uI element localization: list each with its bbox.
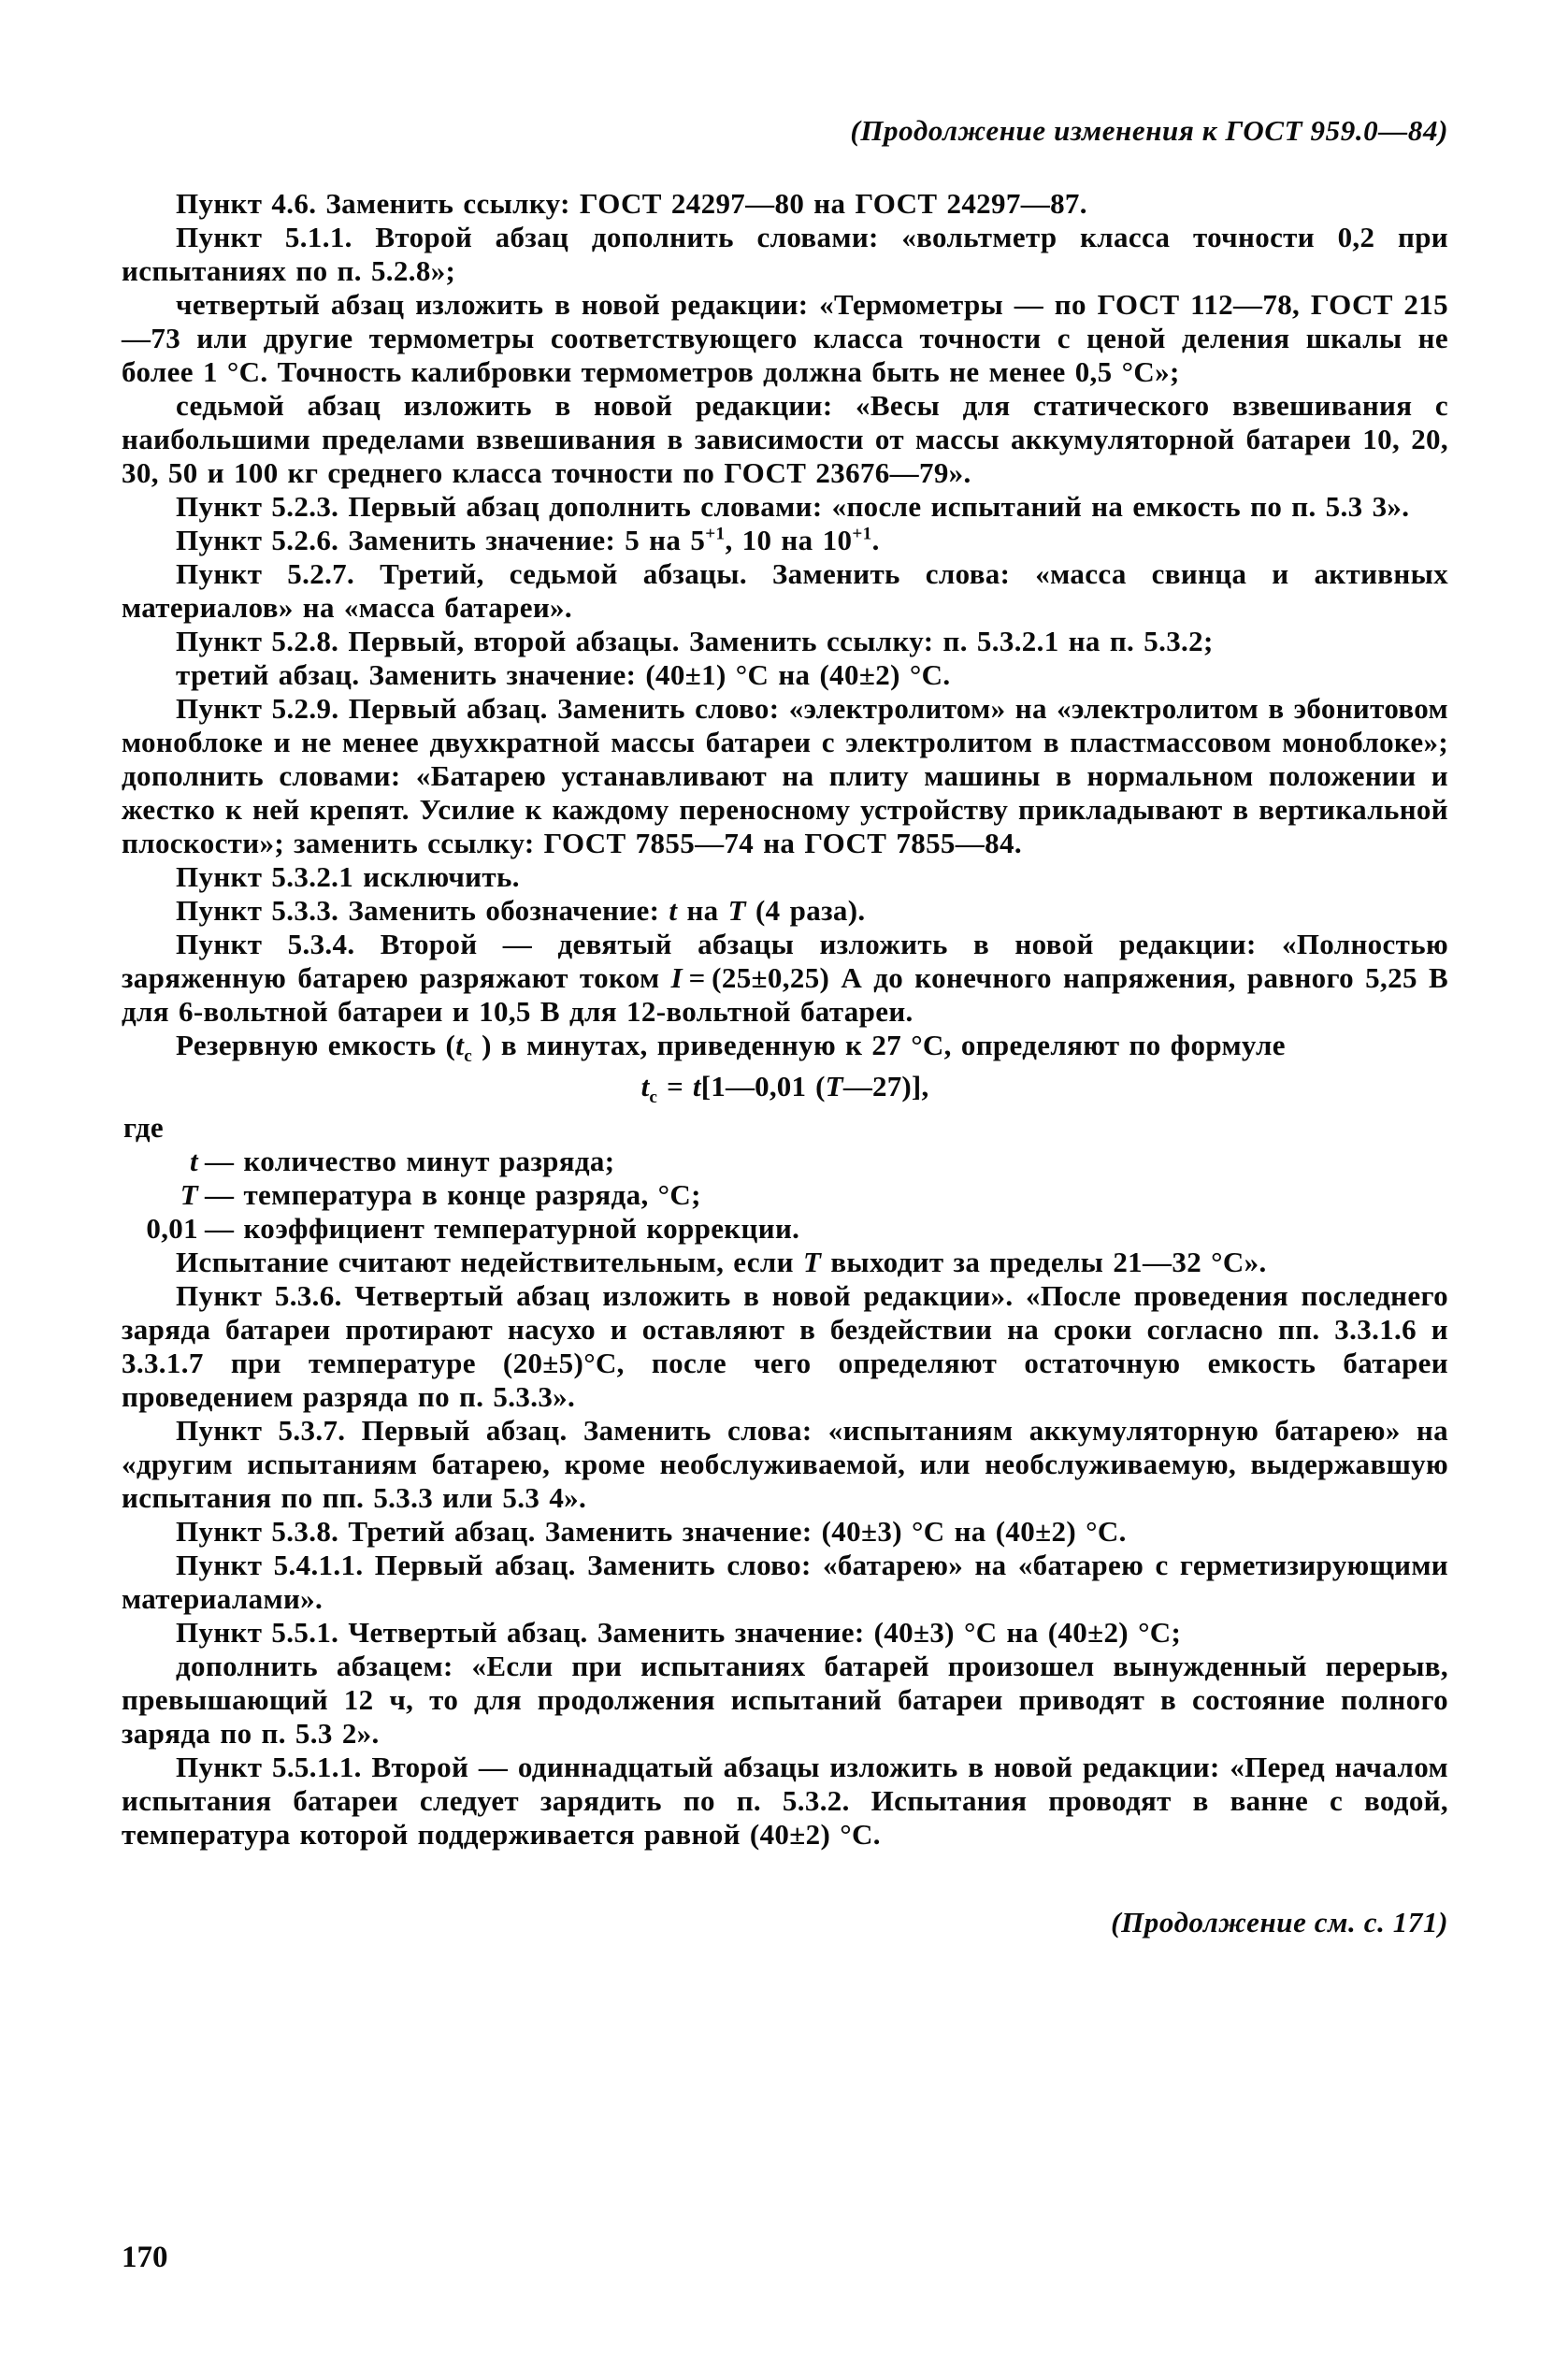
- paragraph: Пункт 5.2.9. Первый абзац. Заменить слово: «электролитом» на «электролитом в эбонитовом моноблоке и не менее двухкратной массы батареи с электролитом в пластмассовом моноблоке»; дополнить словами: «Батарею устанавливают на плиту машины в нормальном положении и жестко к ней крепят. Усилие к каждому переносному устройству прикладывают в вертикальной плоскости»; заменить ссылку: ГОСТ 7855—74 на ГОСТ 7855—84.: [122, 692, 1448, 859]
- paragraph: Пункт 5.3.8. Третий абзац. Заменить значение: (40±3) °C на (40±2) °C.: [176, 1515, 1127, 1548]
- paragraph: Пункт 5.3.6. Четвертый абзац изложить в новой редакции». «После проведения последнего заряда батареи протирают насухо и оставляют в бездействии на сроки согласно пп. 3.3.1.6 и 3.3.1.7 при температуре (20±5)°C, после чего определяют остаточную емкость батареи проведением разряда по п. 5.3.3».: [122, 1279, 1448, 1413]
- paragraph: Пункт 5.2.7. Третий, седьмой абзацы. Заменить слова: «масса свинца и активных материалов» на «масса батареи».: [122, 557, 1448, 624]
- paragraph: седьмой абзац изложить в новой редакции: «Весы для статического взвешивания с наибольшими пределами взвешивания в зависимости от массы аккумуляторной батареи 10, 20, 30, 50 и 100 кг среднего класса точности по ГОСТ 23676—79».: [122, 389, 1448, 489]
- paragraph: Пункт 5.2.6. Заменить значение: 5 на $5^{+1}$, 10 на $10^{+1}$.: [176, 524, 880, 556]
- definition-row: [122, 1145, 1448, 1178]
- paragraph: четвертый абзац изложить в новой редакции: «Термометры — по ГОСТ 112—78, ГОСТ 215—73 или другие термометры соответствующего класса точности с ценой деления шкалы не более 1 °C. Точность калибровки термометров должна быть не менее 0,5 °C»;: [122, 288, 1448, 388]
- definition-description: — температура в конце разряда, °C;: [205, 1178, 701, 1211]
- formula: $t_с$ = t[1—0,01 (T—27)],: [640, 1070, 929, 1108]
- paragraph: Пункт 5.2.8. Первый, второй абзацы. Заменить ссылку: п. 5.3.2.1 на п. 5.3.2;: [176, 625, 1214, 657]
- paragraph: третий абзац. Заменить значение: (40±1) °C на (40±2) °C.: [176, 658, 951, 691]
- definition-term: t: [190, 1145, 198, 1177]
- paragraph: Пункт 5.3.2.1 исключить.: [176, 860, 520, 893]
- page-number: 170: [122, 2241, 168, 2274]
- paragraph: Пункт 5.5.1.1. Второй — одиннадцатый абзацы изложить в новой редакции: «Перед началом испытания батареи следует зарядить по п. 5.3.2. Испытания проводят в ванне с водой, температура которой поддерживается равной (40±2) °C.: [122, 1751, 1448, 1851]
- paragraph: дополнить абзацем: «Если при испытаниях батарей произошел вынужденный перерыв, превышающий 12 ч, то для продолжения испытаний батареи приводят в состояние полного заряда по п. 5.3 2».: [122, 1650, 1448, 1750]
- paragraph: Резервную емкость ($t_с$ ) в минутах, приведенную к 27 °C, определяют по формуле: [176, 1029, 1286, 1067]
- paragraph: где: [123, 1111, 165, 1144]
- paragraph: Пункт 5.2.3. Первый абзац дополнить словами: «после испытаний на емкость по п. 5.3 3».: [176, 490, 1410, 523]
- definition-description: — количество минут разряда;: [205, 1145, 615, 1177]
- document-body: [122, 187, 1448, 1852]
- document-content: [122, 114, 1448, 1968]
- definition-row: [122, 1178, 1448, 1212]
- paragraph: Испытание считают недействительным, если T выходит за пределы 21—32 °C».: [176, 1246, 1267, 1278]
- definition-term: T: [180, 1178, 198, 1211]
- continuation-header: (Продолжение изменения к ГОСТ 959.0—84): [850, 114, 1448, 147]
- definition-row: [122, 1212, 1448, 1246]
- paragraph: Пункт 5.3.4. Второй — девятый абзацы изложить в новой редакции: «Полностью заряженную батарею разряжают током I = (25±0,25) А до конечного напряжения, равного 5,25 В для 6-вольтной батареи и 10,5 В для 12-вольтной батареи.: [122, 928, 1448, 1028]
- paragraph: Пункт 4.6. Заменить ссылку: ГОСТ 24297—80 на ГОСТ 24297—87.: [176, 187, 1087, 220]
- paragraph: Пункт 5.3.7. Первый абзац. Заменить слова: «испытаниям аккумуляторную батарею» на «другим испытаниям батарею, кроме необслуживаемой, или необслуживаемую, выдержавшую испытания по пп. 5.3.3 или 5.3 4».: [122, 1414, 1448, 1514]
- paragraph: Пункт 5.1.1. Второй абзац дополнить словами: «вольтметр класса точности 0,2 при испытаниях по п. 5.2.8»;: [122, 221, 1448, 287]
- definition-term: 0,01: [146, 1212, 198, 1245]
- definition-description: — коэффициент температурной коррекции.: [205, 1212, 800, 1245]
- paragraph: Пункт 5.5.1. Четвертый абзац. Заменить значение: (40±3) °C на (40±2) °C;: [176, 1616, 1182, 1649]
- continuation-footer: (Продолжение см. с. 171): [1111, 1906, 1448, 1939]
- paragraph: Пункт 5.3.3. Заменить обозначение: t на T (4 раза).: [176, 894, 866, 927]
- paragraph: Пункт 5.4.1.1. Первый абзац. Заменить слово: «батарею» на «батарею с герметизирующими материалами».: [122, 1549, 1448, 1615]
